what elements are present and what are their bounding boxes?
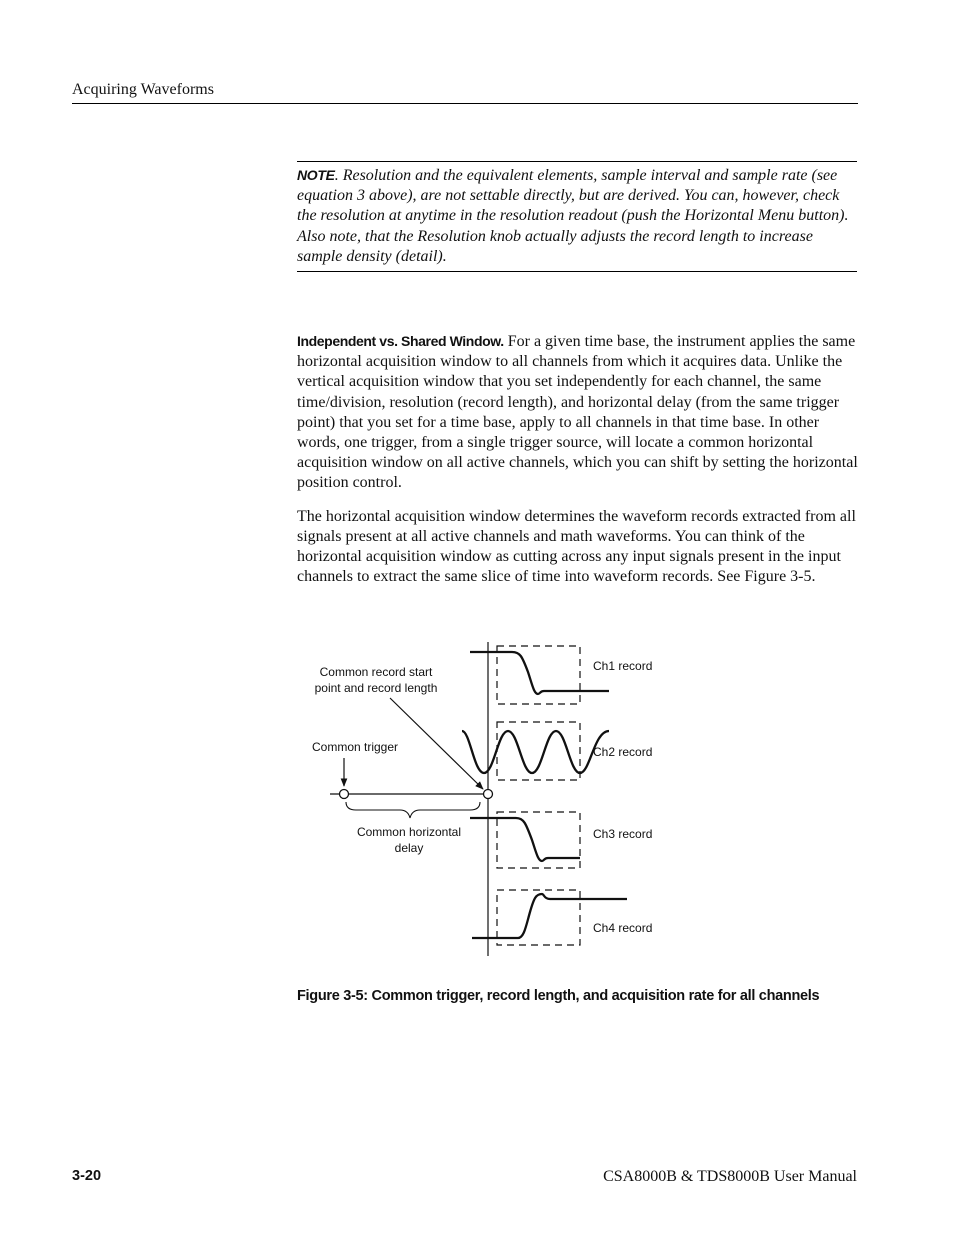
delay-label-line2: delay <box>394 841 424 855</box>
manual-title: CSA8000B & TDS8000B User Manual <box>603 1168 857 1185</box>
running-header: Acquiring Waveforms <box>72 81 214 98</box>
trigger-marker <box>340 790 349 799</box>
ch3-waveform <box>470 818 580 861</box>
paragraph-independent-window <box>297 331 859 494</box>
trigger-label: Common trigger <box>312 740 399 754</box>
ch2-label: Ch2 record <box>593 745 653 759</box>
ch1-label: Ch1 record <box>593 659 653 673</box>
note-box <box>297 161 857 272</box>
ch1-record-window <box>497 646 580 704</box>
body-text <box>297 331 859 600</box>
waveform-diagram <box>300 636 660 966</box>
page-number: 3-20 <box>72 1168 102 1184</box>
figure-caption: Figure 3-5: Common trigger, record length, and acquisition rate for all channels <box>297 988 820 1004</box>
ch2-waveform <box>462 731 609 773</box>
header-rule <box>72 103 858 104</box>
note-text: . Resolution and the equivalent elements, sample interval and sample rate (see equation 3 above), are not settable directly, but are derived. You can, however, check the resolution at anytime in the resolution readout (push the Horizontal Menu button). Also note, that the Resolution knob actually adjusts the record length to increase sample density (detail). <box>297 167 849 265</box>
run-in-heading: Independent vs. Shared Window. <box>297 333 504 349</box>
note-paragraph <box>297 165 857 267</box>
ch4-label: Ch4 record <box>593 921 653 935</box>
record-start-label-line1: Common record start <box>319 665 433 679</box>
ch1-waveform <box>470 652 609 694</box>
ch3-label: Ch3 record <box>593 827 653 841</box>
record-start-marker <box>484 790 493 799</box>
delay-brace <box>346 802 480 818</box>
figure-3-5 <box>300 636 660 971</box>
paragraph-1-text: For a given time base, the instrument applies the same horizontal acquisition window to all channels from which it acquires data. Unlike the vertical acquisition window that you set independently for each channel, the same time/division, resolution (record length), and horizontal delay (from the same trigger point) that you set for a time base, apply to all channels in that time base. In other words, one trigger, from a single trigger source, will locate a common horizontal acquisition window on all active channels, which you can shift by setting the horizontal position control. <box>297 333 858 492</box>
record-start-label-line2: point and record length <box>314 681 438 695</box>
note-label: NOTE <box>297 167 335 183</box>
delay-label-line1: Common horizontal <box>356 825 462 839</box>
paragraph-acquisition-window: The horizontal acquisition window determines the waveform records extracted from all signals present at all active channels and math waveforms. You can think of the horizontal acquisition window as cutting across any input signals present in the input channels to extract the same slice of time into waveform records. See Figure 3-5. <box>297 507 856 586</box>
